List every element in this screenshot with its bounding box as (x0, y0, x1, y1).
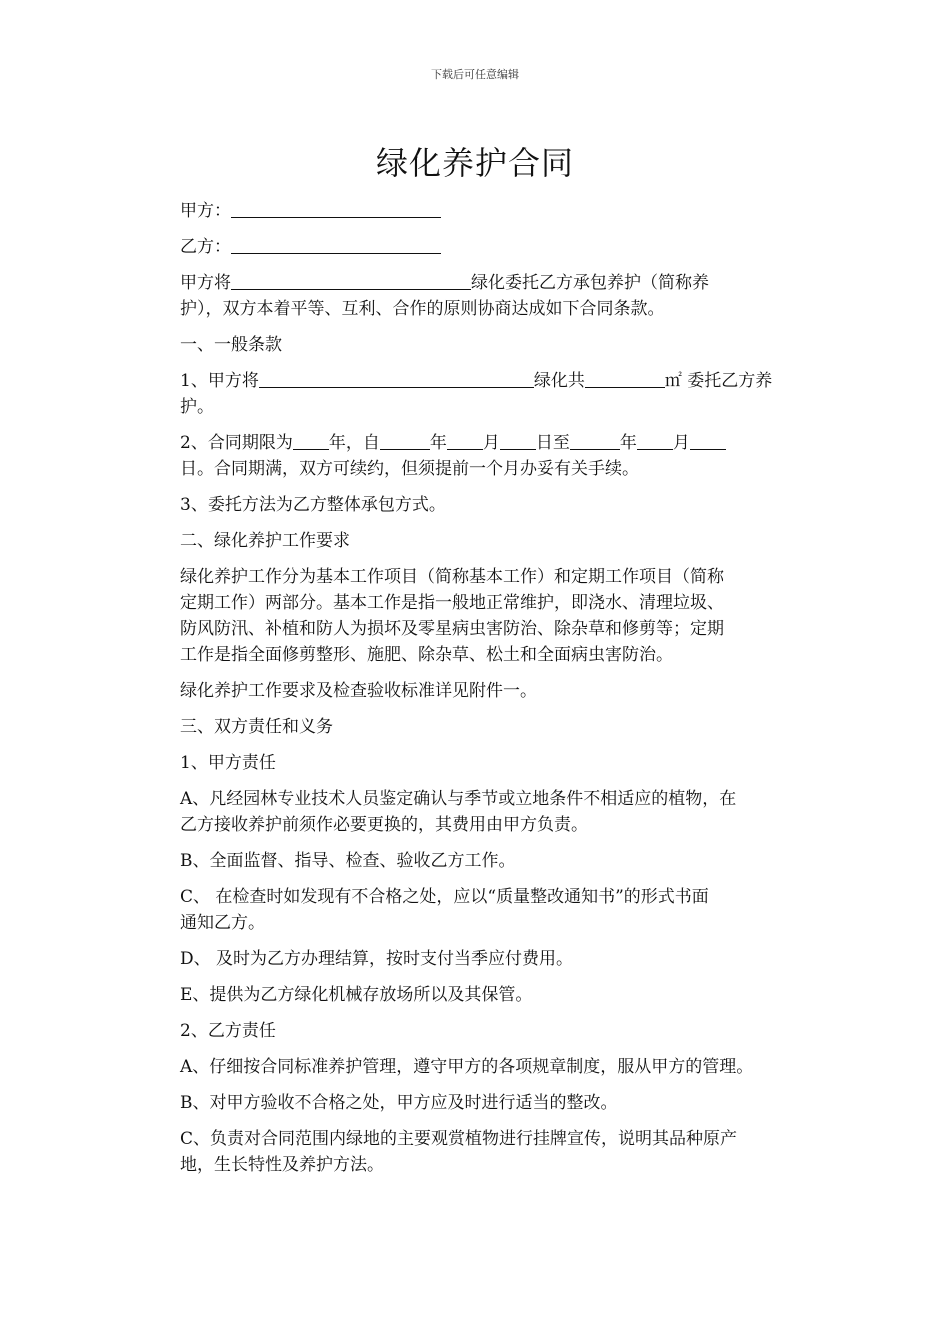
party-a-label: 甲方： (180, 201, 231, 221)
party-a-line (180, 198, 820, 224)
item-line: C、 在检查时如发现有不合格之处，应以“质量整改通知书”的形式书面 (180, 887, 709, 907)
party-b-label: 乙方： (180, 237, 231, 257)
item-line: 通知乙方。 (180, 913, 265, 933)
party-a-item-b: B、全面监督、指导、检查、验收乙方工作。 (180, 851, 516, 871)
area-name-blank (231, 271, 471, 290)
section-heading: 三、双方责任和义务 (180, 717, 333, 737)
start-year-blank (380, 431, 430, 450)
requirements-reference: 绿化养护工作要求及检查验收标准详见附件一。 (180, 681, 537, 701)
party-b-item-a: A、仔细按合同标准养护管理，遵守甲方的各项规章制度，服从甲方的管理。 (180, 1057, 754, 1077)
clause-3: 3、委托方法为乙方整体承包方式。 (180, 495, 446, 515)
party-b-blank (231, 235, 441, 254)
clause-2 (180, 430, 820, 482)
clause-text: 日至 (535, 433, 570, 453)
end-day-blank (690, 431, 726, 450)
party-b-line (180, 234, 820, 260)
start-day-blank (500, 431, 536, 450)
intro-text: 甲方将 (180, 273, 231, 293)
section-heading: 二、绿化养护工作要求 (180, 531, 350, 551)
item-line: 乙方接收养护前须作必要更换的，其费用由甲方负责。 (180, 815, 588, 835)
requirements-paragraph (180, 564, 820, 668)
paragraph-line: 工作是指全面修剪整形、施肥、除杂草、松土和全面病虫害防治。 (180, 645, 673, 665)
party-a-blank (231, 199, 441, 218)
paragraph-line: 防风防汛、补植和防人为损坏及零星病虫害防治、除杂草和修剪等；定期 (180, 619, 724, 639)
party-a-item-c (180, 884, 820, 936)
document-title: 绿化养护合同 (375, 144, 574, 182)
clause-text: 绿化共 (533, 371, 585, 391)
page-header-note: 下载后可任意编辑 (431, 68, 519, 81)
clause-text: 2、合同期限为 (180, 433, 293, 453)
clause-text: 月 (672, 433, 690, 453)
item-line: 地，生长特性及养护方法。 (180, 1155, 384, 1175)
party-a-item-e: E、提供为乙方绿化机械存放场所以及其保管。 (180, 985, 533, 1005)
intro-paragraph (180, 270, 820, 322)
start-month-blank (447, 431, 483, 450)
party-a-item-d: D、 及时为乙方办理结算，按时支付当季应付费用。 (180, 949, 574, 969)
clause-text: ㎡ 委托乙方养 (664, 371, 773, 391)
party-a-item-a (180, 786, 820, 838)
document-body (180, 198, 820, 1178)
party-b-item-b: B、对甲方验收不合格之处，甲方应及时进行适当的整改。 (180, 1093, 618, 1113)
paragraph-line: 绿化养护工作分为基本工作项目（简称基本工作）和定期工作项目（简称 (180, 567, 724, 587)
clause-text-line: 护。 (180, 397, 214, 417)
clause-1 (180, 368, 820, 420)
end-month-blank (637, 431, 673, 450)
location-blank (259, 369, 534, 388)
paragraph-line: 定期工作）两部分。基本工作是指一般地正常维护，即浇水、清理垃圾、 (180, 593, 724, 613)
end-year-blank (570, 431, 620, 450)
years-blank (293, 431, 329, 450)
party-b-item-c (180, 1126, 820, 1178)
subsection-heading: 2、乙方责任 (180, 1021, 276, 1041)
intro-text-line: 护），双方本着平等、互利、合作的原则协商达成如下合同条款。 (180, 299, 665, 319)
intro-text: 绿化委托乙方承包养护（简称养 (471, 273, 709, 293)
clause-text-line: 日。合同期满，双方可续约，但须提前一个月办妥有关手续。 (180, 459, 639, 479)
area-size-blank (585, 369, 665, 388)
clause-text: 年 (429, 433, 447, 453)
subsection-heading: 1、甲方责任 (180, 753, 276, 773)
item-line: A、凡经园林专业技术人员鉴定确认与季节或立地条件不相适应的植物，在 (180, 789, 737, 809)
clause-text: 1、甲方将 (180, 371, 259, 391)
item-line: C、负责对合同范围内绿地的主要观赏植物进行挂牌宣传，说明其品种原产 (180, 1129, 738, 1149)
clause-text: 年 (619, 433, 637, 453)
clause-text: 月 (482, 433, 500, 453)
section-heading: 一、一般条款 (180, 335, 282, 355)
clause-text: 年，自 (328, 433, 380, 453)
